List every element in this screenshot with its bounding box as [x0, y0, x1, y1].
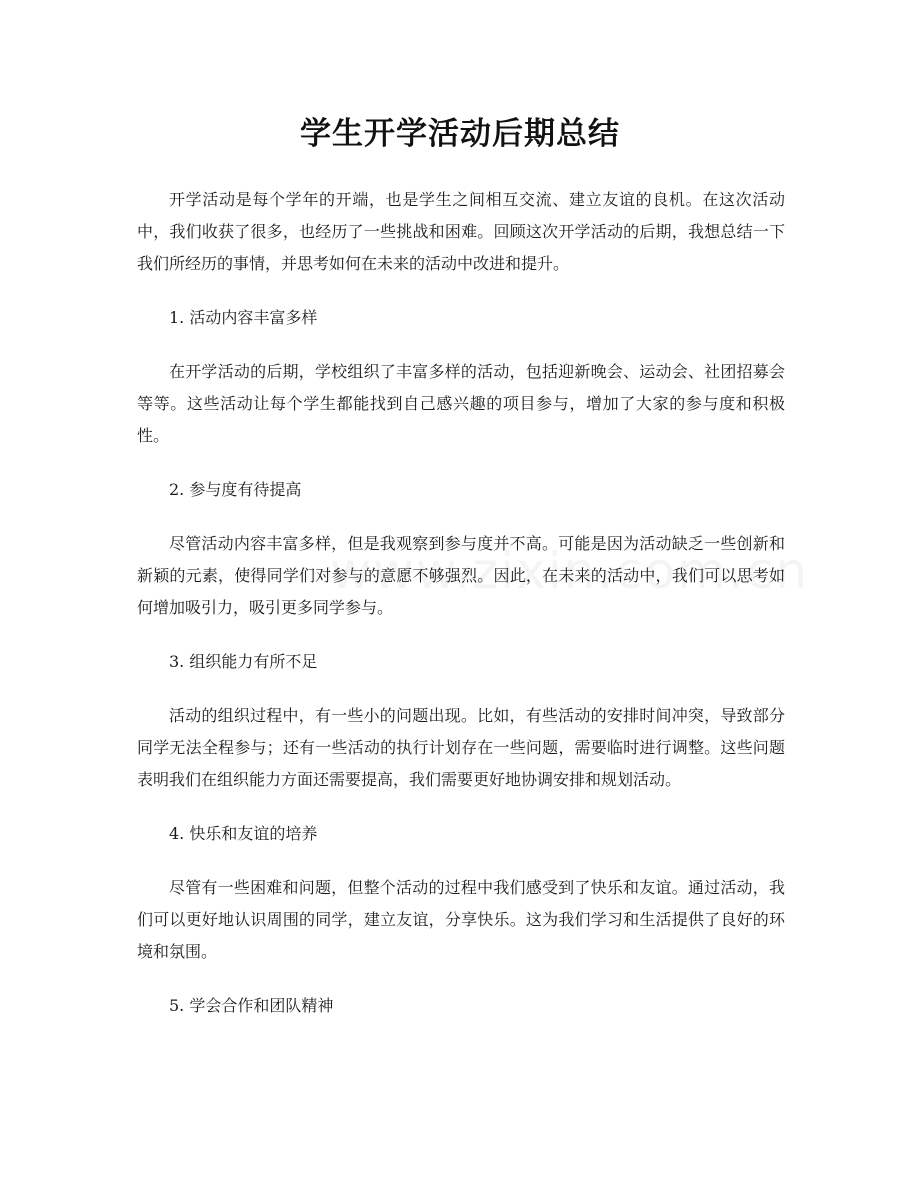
section-body-3: 活动的组织过程中，有一些小的问题出现。比如，有些活动的安排时间冲突，导致部分同学无法全程参与；还有一些活动的执行计划存在一些问题，需要临时进行调整。这些问题表明我们在组织能力方面还需要提高，我们需要更好地协调安排和规划活动。: [137, 706, 785, 789]
section-body-4: 尽管有一些困难和问题，但整个活动的过程中我们感受到了快乐和友谊。通过活动，我们可以更好地认识周围的同学，建立友谊，分享快乐。这为我们学习和生活提供了良好的环境和氛围。: [137, 878, 785, 961]
section-heading-3: 3. 组织能力有所不足: [169, 652, 318, 671]
section-body-1: 在开学活动的后期，学校组织了丰富多样的活动，包括迎新晚会、运动会、社团招募会等等。这些活动让每个学生都能找到自己感兴趣的项目参与，增加了大家的参与度和积极性。: [137, 362, 785, 445]
intro-paragraph: 开学活动是每个学年的开端，也是学生之间相互交流、建立友谊的良机。在这次活动中，我们收获了很多，也经历了一些挑战和困难。回顾这次开学活动的后期，我想总结一下我们所经历的事情，并思考如何在未来的活动中改进和提升。: [137, 190, 785, 273]
section-heading-5: 5. 学会合作和团队精神: [169, 996, 334, 1015]
document-title: 学生开学活动后期总结: [300, 116, 620, 152]
section-heading-1: 1. 活动内容丰富多样: [169, 308, 318, 327]
section-heading-2: 2. 参与度有待提高: [169, 480, 302, 499]
document-body: [137, 184, 785, 1044]
section-heading-4: 4. 快乐和友谊的培养: [169, 824, 318, 843]
section-body-2: 尽管活动内容丰富多样，但是我观察到参与度并不高。可能是因为活动缺乏一些创新和新颖的元素，使得同学们对参与的意愿不够强烈。因此，在未来的活动中，我们可以思考如何增加吸引力，吸引更多同学参与。: [137, 534, 785, 617]
